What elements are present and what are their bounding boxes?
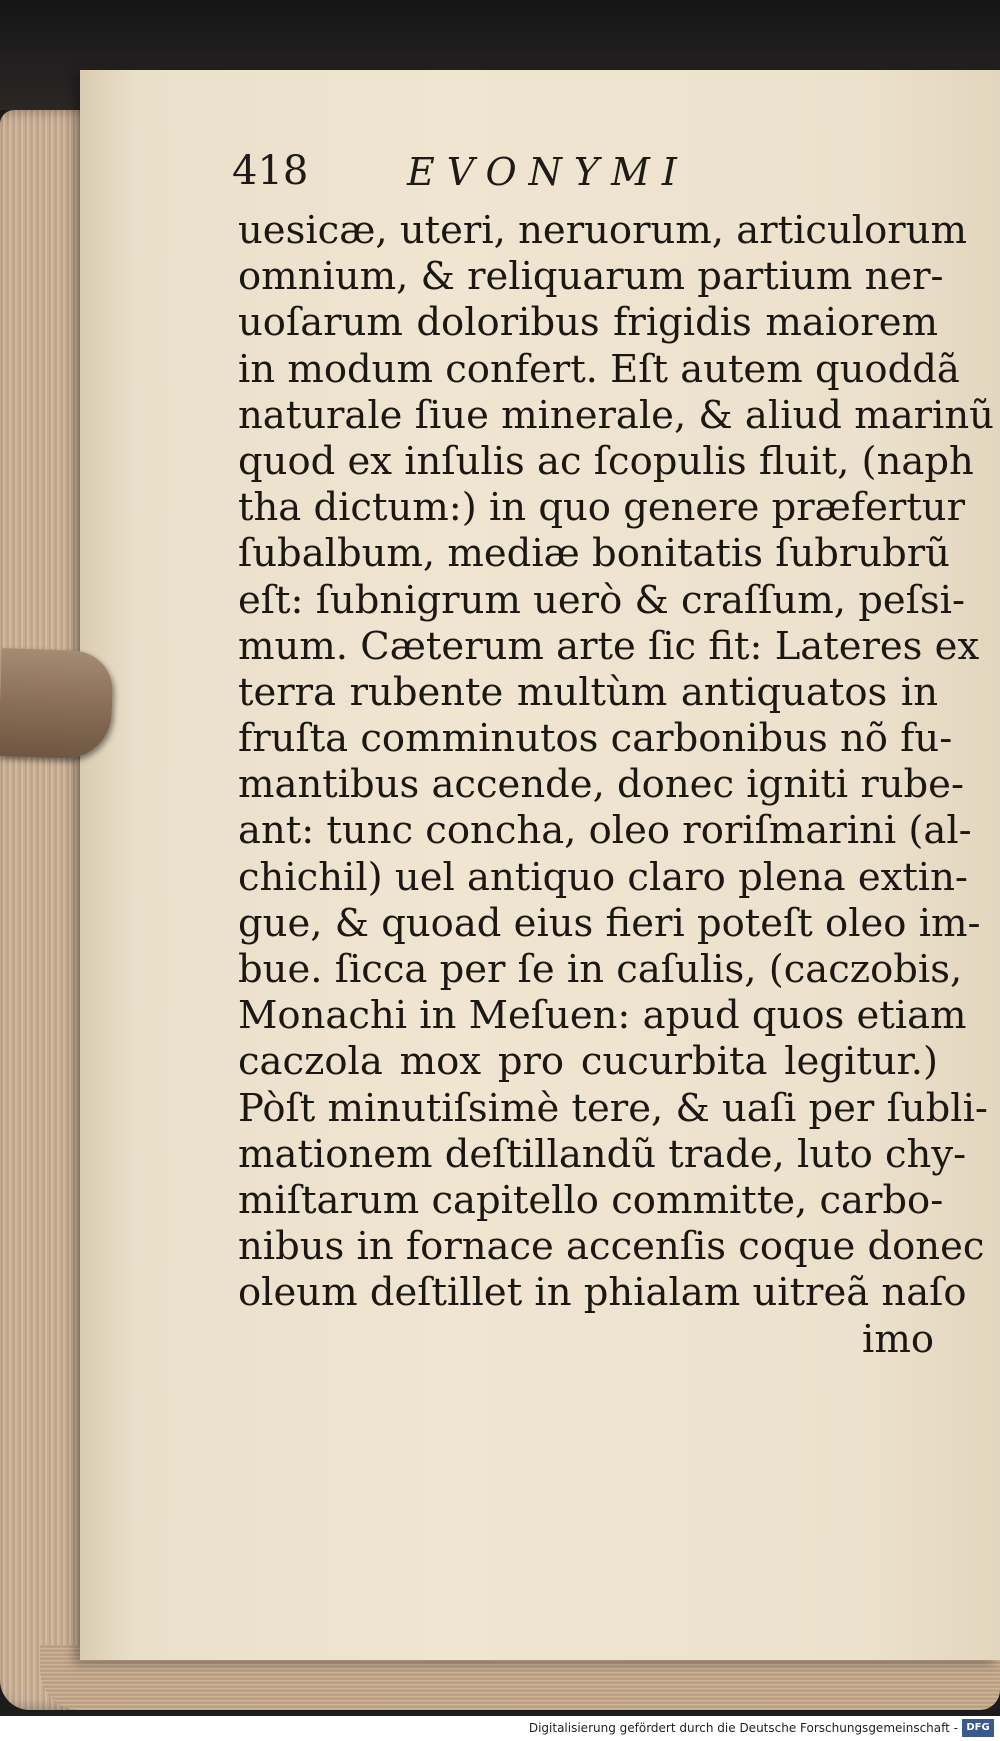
text-line: ſubalbum, mediæ bonitatis ſubrubrũ: [238, 531, 950, 577]
page-clip: [0, 648, 114, 760]
text-line: eſt: ſubnigrum uerò & craſſum, peſsi-: [238, 577, 965, 623]
text-line: caczola mox pro cucurbita legitur.): [238, 1039, 938, 1085]
text-line: terra rubente multùm antiquatos in: [238, 669, 938, 715]
text-line: oleum deſtillet in phialam uitreã naſo: [238, 1270, 967, 1316]
running-head: EVONYMI: [407, 150, 689, 194]
page-number: 418: [232, 148, 309, 194]
text-line: omnium, & reliquarum partium ner-: [238, 254, 944, 300]
text-line: nibus in fornace accenſis coque donec: [238, 1224, 985, 1270]
text-line: miſtarum capitello committe, carbo-: [238, 1177, 944, 1223]
text-line: uesicæ, uteri, neruorum, articulorum: [238, 208, 967, 253]
text-line: quod ex inſulis ac ſcopulis fluit, (naph: [238, 438, 974, 484]
dfg-logo: DFG: [962, 1719, 994, 1737]
text-line: uoſarum doloribus frigidis maiorem: [238, 300, 938, 346]
text-line: in modum confert. Eſt autem quoddã: [238, 346, 960, 392]
footer-bar: [0, 1716, 1000, 1741]
text-line: mationem deſtillandũ trade, luto chy-: [238, 1131, 967, 1177]
catchword: imo: [862, 1316, 934, 1362]
text-line: mum. Cæterum arte ſic fit: Lateres ex: [238, 623, 980, 669]
text-line: ant: tunc concha, oleo roriſmarini (al-: [238, 808, 972, 854]
body-text: [238, 208, 994, 1363]
footer-credit-text: Digitalisierung gefördert durch die Deutsche Forschungsgemeinschaft -: [528, 1721, 958, 1735]
text-line: Pòſt minutiſsimè tere, & uaſi per ſubli-: [238, 1085, 988, 1131]
text-line: bue. ſicca per ſe in caſulis, (caczobis,: [238, 947, 963, 992]
text-line: chichil) uel antiquo claro plena extin-: [238, 854, 968, 900]
text-line: Monachi in Meſuen: apud quos etiam: [238, 993, 967, 1039]
text-line: gue, & quoad eius fieri poteſt oleo im-: [238, 900, 981, 946]
text-line: mantibus accende, donec igniti rube-: [238, 762, 964, 808]
text-line: tha dictum:) in quo genere præfertur: [238, 485, 965, 531]
text-line: fruſta comminutos carbonibus nõ fu-: [238, 716, 953, 762]
page-header: [232, 148, 752, 208]
text-line: naturale ſiue minerale, & aliud marinũ: [238, 392, 994, 438]
